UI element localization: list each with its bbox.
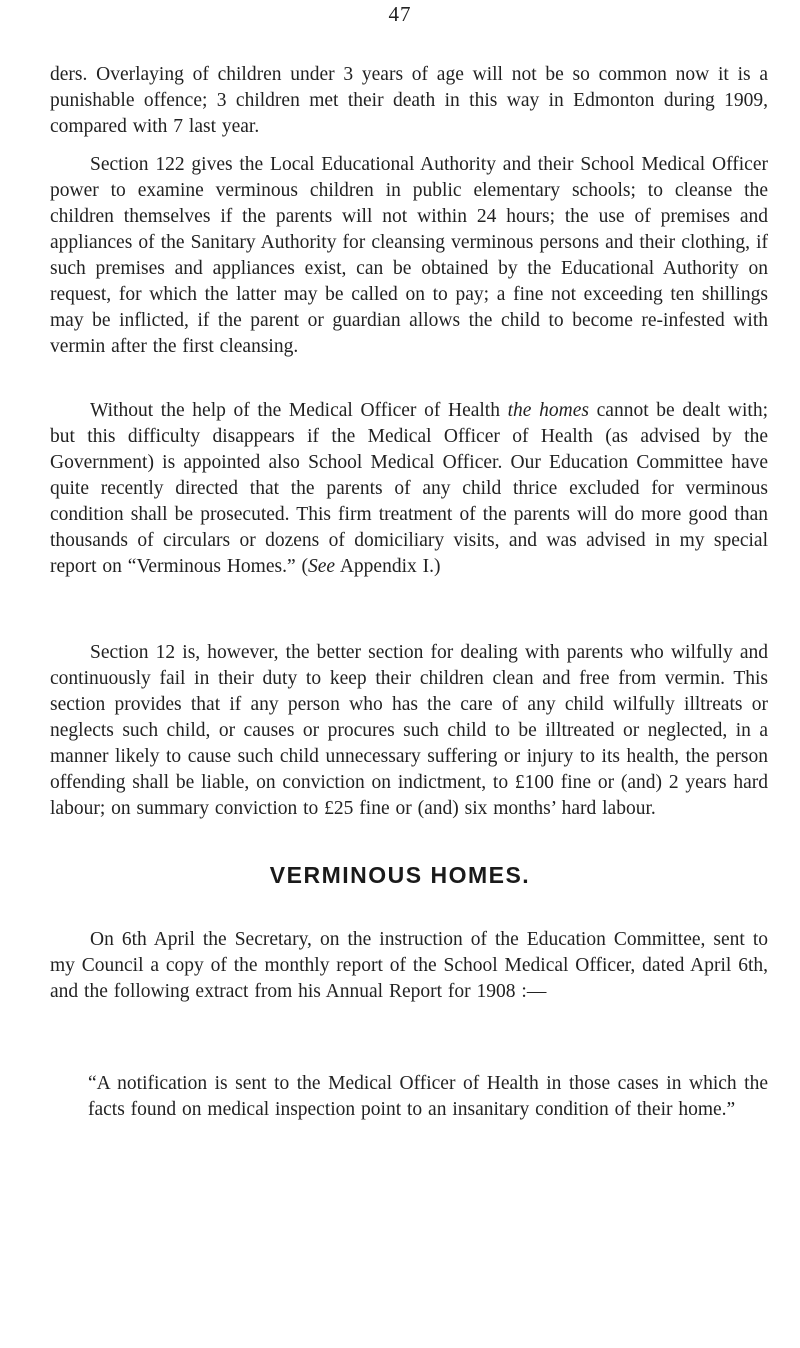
p3-text-after: Appendix I.) (335, 556, 441, 577)
page-number: 47 (388, 2, 412, 26)
paragraph-medical-officer (50, 398, 768, 580)
section-heading: VERMINOUS HOMES. (269, 862, 531, 888)
paragraph-secretary: On 6th April the Secretary, on the instruction of the Education Committee, sent to my Council a copy of the monthly report of the School Medical Officer, dated April 6th, and the following extract from his Annual Report for 1908 :— (50, 929, 768, 1002)
quote-notification: “A notification is sent to the Medical Officer of Health in those cases in which the facts found on medical inspection point to an insanitary condition of their home.” (88, 1073, 768, 1120)
paragraph-section-12: Section 12 is, however, the better section for dealing with parents who wilfully and continuously fail in their duty to keep their children clean and free from vermin. This section provides that if any person who has the care of any child wilfully illtreats or neglects such child, or causes or procures such child to be illtreated or neglected, in a manner likely to cause such child unnecessary suffering or injury to its health, the person offending shall be liable, on conviction on indictment, to £100 fine or (and) 2 years hard labour; on summary conviction to £25 fine or (and) six months’ hard labour. (50, 642, 768, 819)
paragraph-overlaying: ders. Overlaying of children under 3 years of age will not be so common now it is a punishable offence; 3 children met their death in this way in Edmonton during 1909, compared with 7 last year. (50, 64, 768, 137)
paragraph-section-122: Section 122 gives the Local Educational Authority and their School Medical Officer power to examine verminous children in public elementary schools; to cleanse the children themselves if the parents will not within 24 hours; the use of premises and appliances of the Sanitary Authority for cleansing verminous persons and their clothing, if such premises and appliances exist, can be obtained by the Educational Authority on request, for which the latter may be called on to pay; a fine not exceeding ten shillings may be inflicted, if the parent or guardian allows the child to become re-infested with vermin after the first cleansing. (50, 154, 768, 357)
p3-italic-see: See (307, 556, 336, 577)
p3-italic-the-homes: the homes (507, 400, 589, 421)
p3-text-before: Without the help of the Medical Officer of Health (90, 400, 508, 421)
p3-text-middle: cannot be dealt with; but this difficulty disappears if the Medical Officer of Health (as advised by the Government) is appointed also School Medical Officer. Our Education Committee have quite recently directed that the parents of any child thrice excluded for verminous condition shall be prosecuted. This firm treatment of the parents will do more good than thousands of circulars or dozens of domiciliary visits, and was advised in my special report on “Verminous Homes.” ( (50, 400, 768, 577)
